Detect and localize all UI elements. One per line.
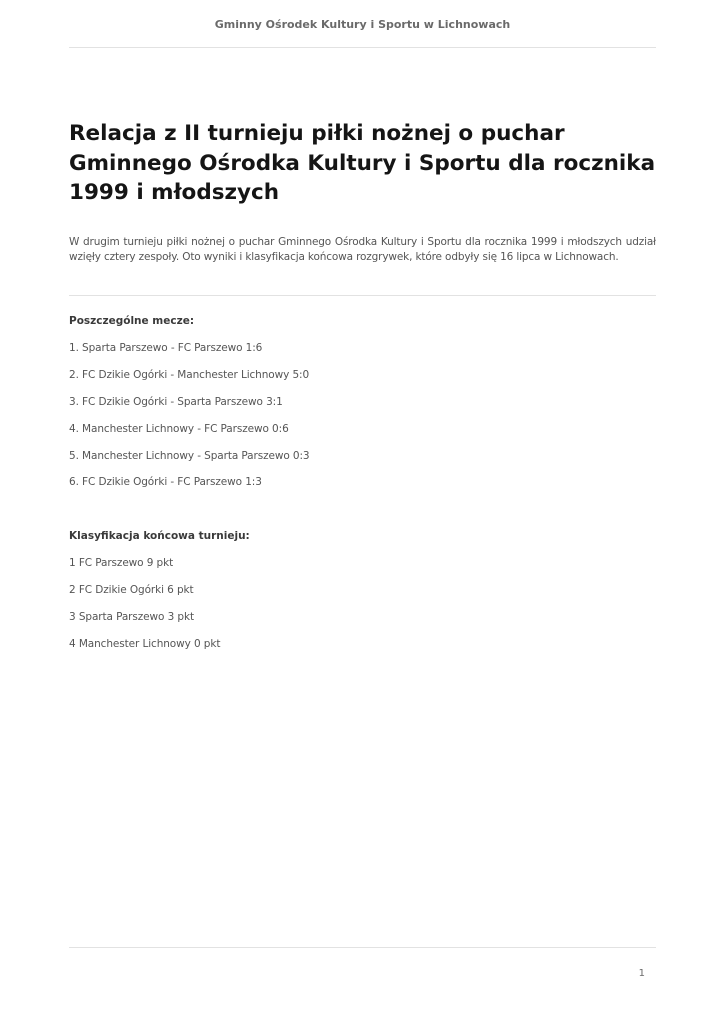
content-divider	[69, 295, 656, 296]
standings-item: 4 Manchester Lichnowy 0 pkt	[69, 638, 221, 650]
standings-item: 2 FC Dzikie Ogórki 6 pkt	[69, 584, 194, 596]
header-divider	[69, 47, 656, 48]
footer-divider	[69, 947, 656, 948]
site-header-title: Gminny Ośrodek Kultury i Sportu w Lichnowach	[214, 18, 511, 31]
article-title: Relacja z II turnieju piłki nożnej o puchar Gminnego Ośrodka Kultury i Sportu dla rocznika 1999 i młodszych	[69, 121, 656, 205]
match-item: 4. Manchester Lichnowy - FC Parszewo 0:6	[69, 423, 289, 435]
match-item: 5. Manchester Lichnowy - Sparta Parszewo 0:3	[69, 450, 310, 462]
matches-heading: Poszczególne mecze:	[69, 315, 195, 327]
intro-line: W drugim turnieju piłki nożnej o puchar Gminnego Ośrodka Kultury i Sportu dla rocznika 1999 i młodszych udział	[69, 236, 656, 248]
page-number: 1	[638, 968, 645, 979]
article-intro	[69, 235, 656, 265]
standings-item: 1 FC Parszewo 9 pkt	[69, 557, 174, 569]
standings-heading: Klasyfikacja końcowa turnieju:	[69, 530, 250, 542]
match-item: 6. FC Dzikie Ogórki - FC Parszewo 1:3	[69, 476, 262, 488]
match-item: 2. FC Dzikie Ogórki - Manchester Lichnowy 5:0	[69, 369, 310, 381]
intro-line: wzięły cztery zespoły. Oto wyniki i klasyfikacja końcowa rozgrywek, które odbyły się 16 lipca w Lichnowach.	[69, 251, 619, 263]
match-item: 3. FC Dzikie Ogórki - Sparta Parszewo 3:1	[69, 396, 283, 408]
standings-item: 3 Sparta Parszewo 3 pkt	[69, 611, 194, 623]
match-item: 1. Sparta Parszewo - FC Parszewo 1:6	[69, 342, 263, 354]
